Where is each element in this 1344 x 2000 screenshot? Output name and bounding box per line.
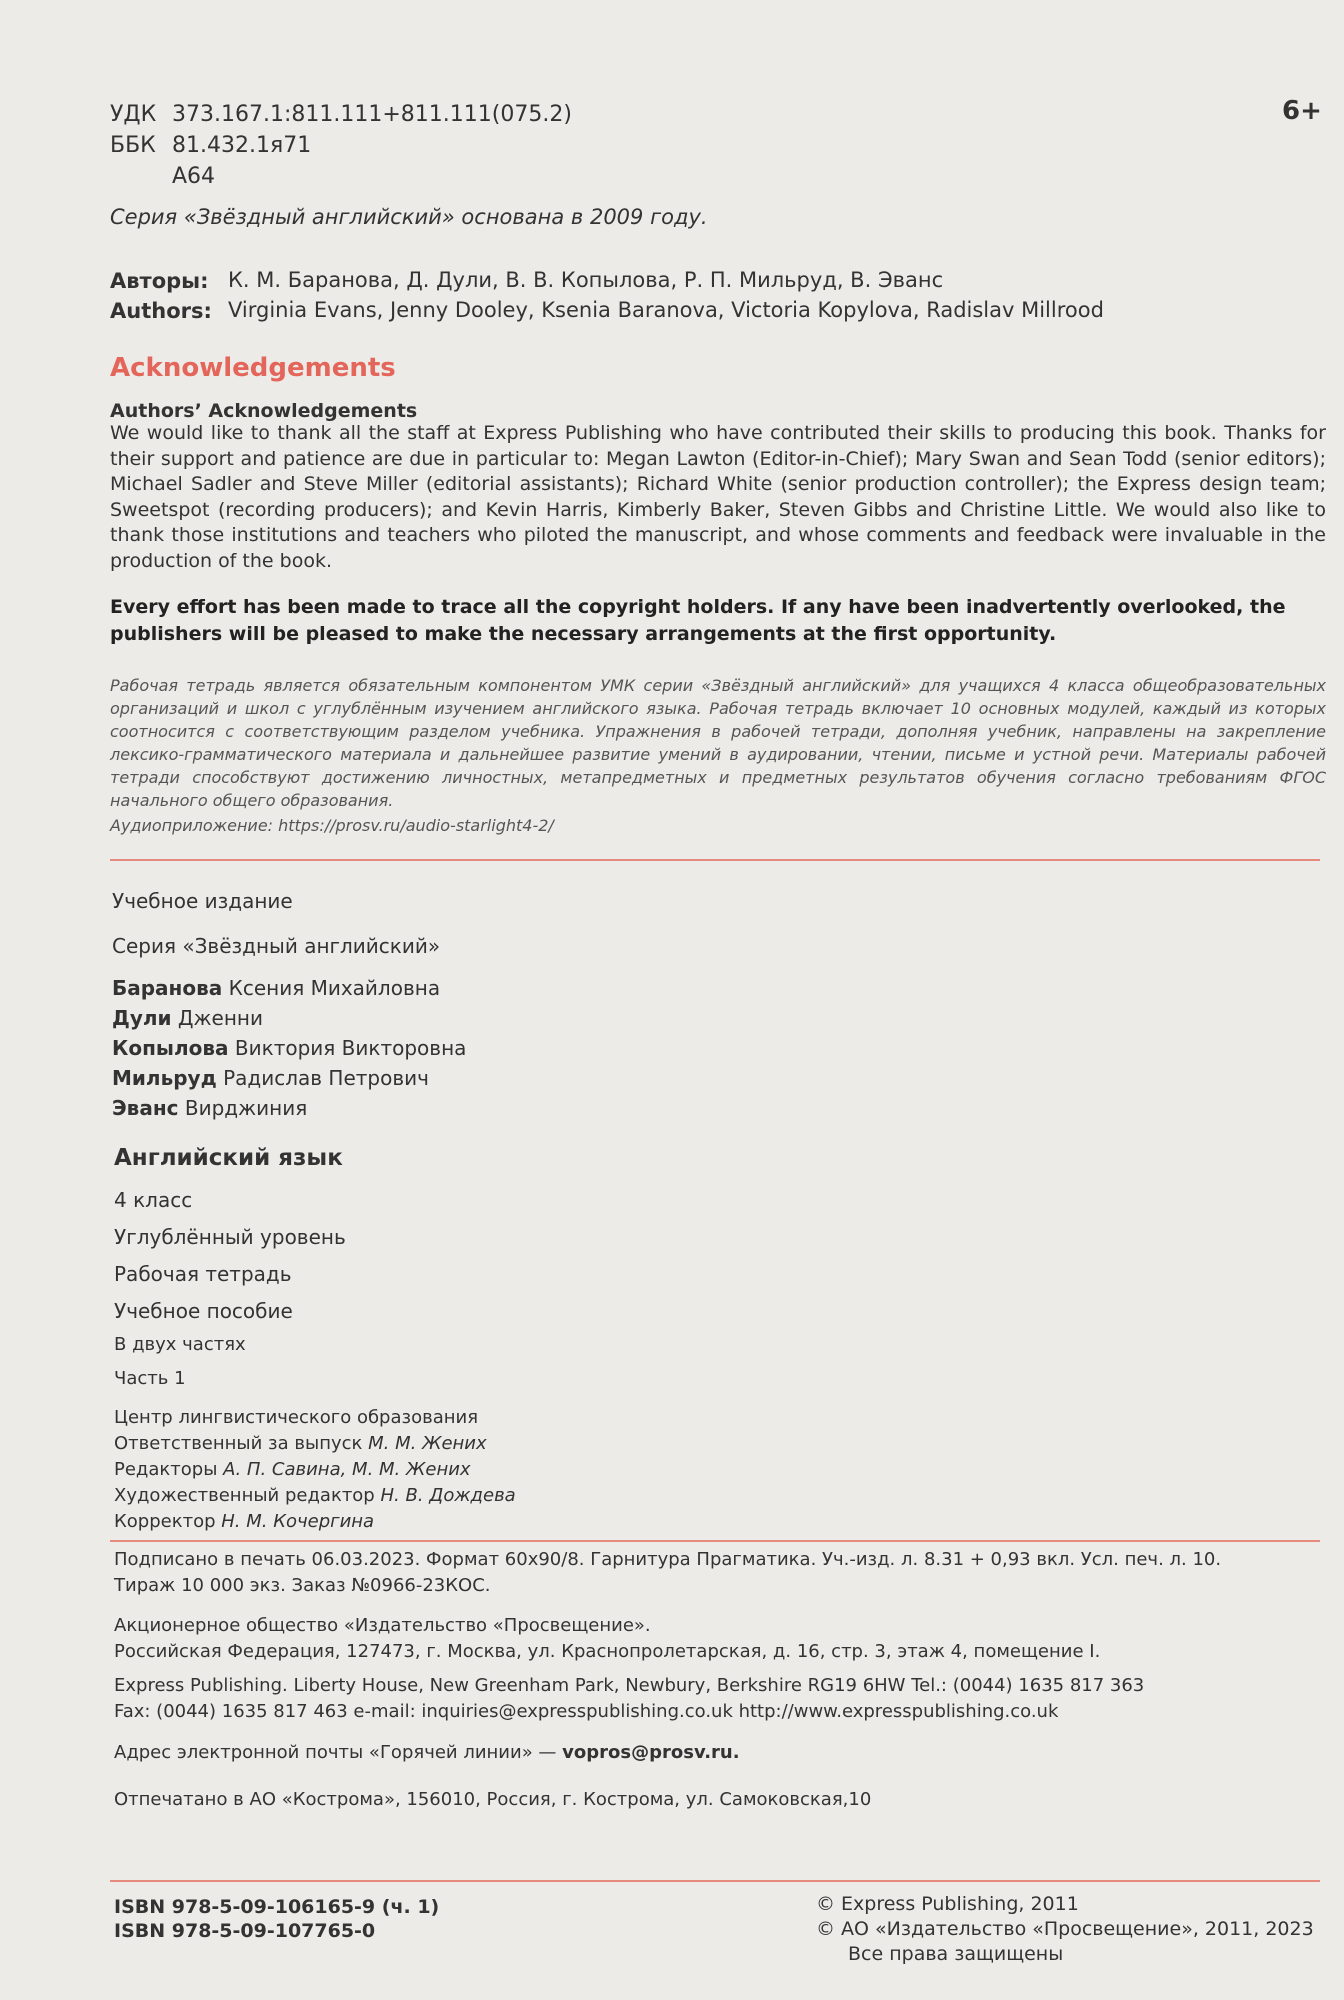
authors-ru-names: К. М. Баранова, Д. Дули, В. В. Копылова, Р. П. Мильруд, В. Эванс	[228, 268, 944, 292]
person-surname: Копылова	[112, 1036, 229, 1060]
credit-role: Ответственный за выпуск	[114, 1433, 363, 1454]
edition-series: Серия «Звёздный английский»	[112, 934, 441, 958]
credit-name: А. П. Савина, М. М. Жених	[223, 1459, 471, 1480]
credit-line	[114, 1459, 471, 1480]
credit-line	[114, 1485, 516, 1506]
credit-role: Художественный редактор	[114, 1485, 375, 1506]
series-note: Серия «Звёздный английский» основана в 2009 году.	[110, 205, 708, 229]
level: Углублённый уровень	[114, 1225, 346, 1249]
credit-role: Центр лингвистического образования	[114, 1407, 479, 1428]
person-surname: Мильруд	[112, 1066, 217, 1090]
person-surname: Дули	[112, 1006, 172, 1030]
bbk-value: 81.432.1я71	[172, 133, 312, 158]
bbk-label: ББК	[110, 133, 156, 158]
authors-ru-label: Авторы:	[110, 269, 209, 293]
copyright-holders-note: Every effort has been made to trace all the copyright holders. If any have been inadvertently overlooked, the publishers will be pleased to make the necessary arrangements at the first opportunity.	[110, 596, 1286, 645]
credit-name: Н. М. Кочергина	[221, 1511, 375, 1532]
person-4	[112, 1066, 429, 1090]
person-2	[112, 1006, 263, 1030]
person-surname: Баранова	[112, 976, 223, 1000]
authors-en-label: Authors:	[110, 299, 212, 323]
acknowledgements-body: We would like to thank all the staff at Express Publishing who have contributed their skills to producing this book. Thanks for their support and patience are due in particular to: Megan Lawton (Editor-in-Chief); Mary Swan and Sean Todd (senior editors); Michael Sadler and Steve Miller (editorial assistants); Richard White (senior production controller); the Express design team; Sweetspot (recording producers); and Kevin Harris, Kimberly Baker, Steven Gibbs and Christine Little. We would also like to thank those institutions and teachers who piloted the manuscript, and whose comments and feedback were invaluable in the production of the book.	[110, 422, 1326, 572]
subject-title: Английский язык	[114, 1145, 343, 1171]
book-kind: Учебное пособие	[114, 1299, 293, 1323]
divider	[110, 859, 1320, 861]
acknowledgements-subtitle: Authors’ Acknowledgements	[110, 400, 418, 422]
udk-value: 373.167.1:811.111+811.111(075.2)	[172, 102, 572, 127]
acknowledgements-title: Acknowledgements	[110, 353, 396, 383]
print-info-line: Подписано в печать 06.03.2023. Формат 60х90/8. Гарнитура Прагматика. Уч.-изд. л. 8.31 + 0,93 вкл. Усл. печ. л. 10.	[114, 1549, 1222, 1570]
publisher-ru-line: Акционерное общество «Издательство «Просвещение».	[114, 1615, 651, 1636]
person-3	[112, 1036, 466, 1060]
part: Часть 1	[114, 1368, 186, 1389]
person-names: Вирджиния	[184, 1096, 308, 1120]
isbn-total: ISBN 978-5-09-107765-0	[114, 1920, 376, 1942]
person-surname: Эванс	[112, 1096, 179, 1120]
parts: В двух частях	[114, 1334, 246, 1355]
publisher-en-line: Fax: (0044) 1635 817 463 e-mail: inquiries@expresspublishing.co.uk http://www.expresspublishing.co.uk	[114, 1701, 1059, 1722]
person-names: Виктория Викторовна	[234, 1036, 467, 1060]
divider	[110, 1880, 1320, 1882]
age-rating: 6+	[1282, 96, 1322, 126]
copyright-line: © Express Publishing, 2011	[816, 1893, 1079, 1915]
person-1	[112, 976, 440, 1000]
credit-role: Редакторы	[114, 1459, 218, 1480]
credit-line	[114, 1511, 374, 1532]
printed-at: Отпечатано в АО «Кострома», 156010, Россия, г. Кострома, ул. Самоковская,10	[114, 1789, 872, 1810]
credit-line	[114, 1407, 478, 1428]
audio-link: Аудиоприложение: https://prosv.ru/audio-starlight4-2/	[110, 816, 554, 835]
print-info-line: Тираж 10 000 экз. Заказ №0966-23КОС.	[114, 1575, 491, 1596]
edition-type: Учебное издание	[112, 889, 293, 913]
credit-role: Корректор	[114, 1511, 216, 1532]
publisher-en-line: Express Publishing. Liberty House, New Greenham Park, Newbury, Berkshire RG19 6HW Tel.: (0044) 1635 817 363	[114, 1675, 1145, 1696]
divider	[110, 1540, 1320, 1542]
hotline	[114, 1742, 740, 1763]
credit-name: Н. В. Дождева	[380, 1485, 516, 1506]
rights-reserved: Все права защищены	[848, 1943, 1064, 1965]
isbn-part1: ISBN 978-5-09-106165-9 (ч. 1)	[114, 1896, 440, 1918]
author-mark: А64	[172, 164, 216, 189]
publisher-ru-line: Российская Федерация, 127473, г. Москва, ул. Краснопролетарская, д. 16, стр. 3, этаж 4, помещение I.	[114, 1641, 1101, 1662]
credit-name: М. М. Жених	[368, 1433, 487, 1454]
person-5	[112, 1096, 307, 1120]
book-type: Рабочая тетрадь	[114, 1262, 292, 1286]
person-names: Дженни	[177, 1006, 263, 1030]
grade: 4 класс	[114, 1188, 193, 1212]
authors-en-names: Virginia Evans, Jenny Dooley, Ksenia Baranova, Victoria Kopylova, Radislav Millrood	[228, 298, 1104, 322]
person-names: Радислав Петрович	[223, 1066, 429, 1090]
person-names: Ксения Михайловна	[228, 976, 441, 1000]
udk-label: УДК	[110, 102, 157, 127]
workbook-annotation: Рабочая тетрадь является обязательным компонентом УМК серии «Звёздный английский» для учащихся 4 класса общеобразовательных организаций и школ с углублённым изучением английского языка. Рабочая тетрадь включает 10 основных модулей, каждый из которых соотносится с соответствующим разделом учебника. Упражнения в рабочей тетради, дополняя учебник, направлены на закрепление лексико-грамматического материала и дальнейшее развитие умений в аудировании, чтении, письме и устной речи. Материалы рабочей тетради способствуют достижению личностных, метапредметных и предметных результатов обучения согласно требованиям ФГОС начального общего образования.	[110, 676, 1326, 810]
hotline-email: vopros@prosv.ru.	[562, 1742, 740, 1763]
credit-line	[114, 1433, 487, 1454]
hotline-label: Адрес электронной почты «Горячей линии» —	[114, 1742, 563, 1763]
copyright-line: © АО «Издательство «Просвещение», 2011, 2023	[816, 1918, 1314, 1940]
